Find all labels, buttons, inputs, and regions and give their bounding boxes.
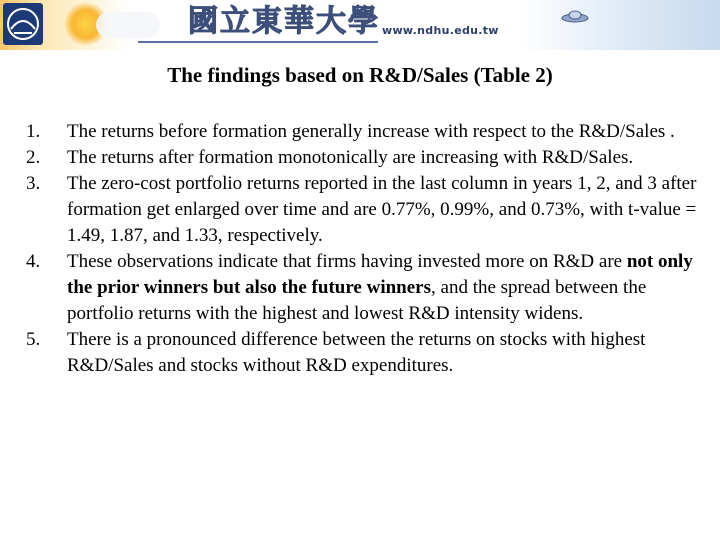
slide-title: The findings based on R&D/Sales (Table 2) bbox=[167, 63, 553, 87]
university-url: www.ndhu.edu.tw bbox=[382, 24, 499, 37]
university-name-logotype: 國立東華大學 bbox=[188, 4, 380, 39]
item-text-before: These observations indicate that firms having invested more on R&D are bbox=[67, 251, 627, 272]
item-number: 5. bbox=[26, 329, 41, 350]
item-text: The returns after formation monotonically are increasing with R&D/Sales. bbox=[67, 147, 634, 168]
list-item bbox=[0, 145, 700, 171]
list-item bbox=[0, 249, 700, 327]
item-number: 3. bbox=[26, 173, 41, 194]
header-banner bbox=[0, 0, 720, 50]
item-text-emphasis: not only the prior winners but also the future winners bbox=[67, 251, 693, 298]
university-logo bbox=[3, 3, 43, 45]
item-number: 2. bbox=[26, 147, 41, 168]
item-text-after: , and the spread between the portfolio returns with the highest and lowest R&D intensity widens. bbox=[67, 277, 647, 324]
list-item bbox=[0, 327, 700, 379]
findings-list bbox=[0, 119, 700, 379]
banner-divider bbox=[138, 41, 378, 43]
item-number: 1. bbox=[26, 121, 41, 142]
ufo-icon bbox=[560, 8, 590, 24]
item-text: There is a pronounced difference between the returns on stocks with highest R&D/Sales and stocks without R&D expenditures. bbox=[67, 329, 646, 376]
item-number: 4. bbox=[26, 251, 41, 272]
list-item bbox=[0, 171, 700, 249]
item-text: The zero-cost portfolio returns reported in the last column in years 1, 2, and 3 after formation get enlarged over time and are 0.77%, 0.99%, and 0.73%, with t-value = 1.49, 1.87, and 1.33, respectively. bbox=[67, 173, 697, 246]
list-item bbox=[0, 119, 700, 145]
cloud-graphic bbox=[96, 12, 160, 38]
item-text: The returns before formation generally increase with respect to the R&D/Sales . bbox=[67, 121, 675, 142]
